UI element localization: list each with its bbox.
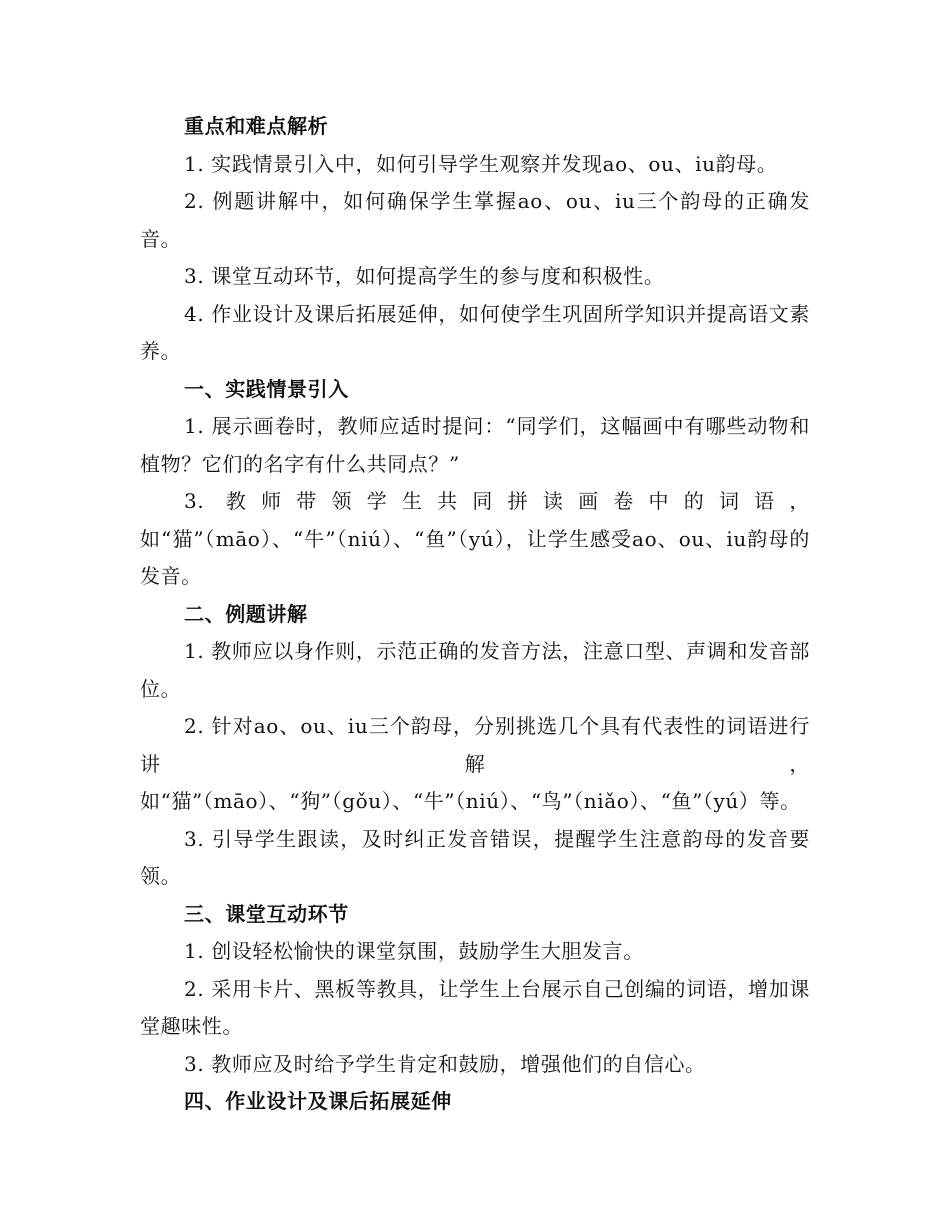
paragraph: 4. 作业设计及课后拓展延伸，如何使学生巩固所学知识并提高语文素养。 (140, 301, 810, 363)
paragraph: 1. 教师应以身作则，示范正确的发音方法，注意口型、声调和发音部位。 (140, 639, 810, 701)
paragraph: 3. 教师带领学生共同拼读画卷中的词语，如“猫”（māo）、“牛”（niú）、“鱼”（yú），让学生感受ao、ou、iu韵母的发音。 (140, 489, 810, 588)
paragraph: 2. 针对ao、ou、iu三个韵母，分别挑选几个具有代表性的词语进行讲解，如“猫”（māo）、“狗”（gǒu）、“牛”（niú）、“鸟”（niǎo）、“鱼”（yú）等。 (140, 714, 810, 813)
paragraph: 2. 采用卡片、黑板等教具，让学生上台展示自己创编的词语，增加课堂趣味性。 (140, 976, 810, 1038)
paragraph: 3. 课堂互动环节，如何提高学生的参与度和积极性。 (184, 264, 665, 288)
paragraph: 1. 创设轻松愉快的课堂氛围，鼓励学生大胆发言。 (184, 939, 644, 963)
paragraph: 2. 例题讲解中，如何确保学生掌握ao、ou、iu三个韵母的正确发音。 (140, 189, 810, 251)
paragraph: 1. 展示画卷时，教师应适时提问：“同学们，这幅画中有哪些动物和植物？它们的名字有什么共同点？” (140, 414, 810, 476)
paragraph: 3. 教师应及时给予学生肯定和鼓励，增强他们的自信心。 (184, 1051, 706, 1076)
heading-section-1: 一、实践情景引入 (184, 376, 349, 401)
heading-section-4: 四、作业设计及课后拓展延伸 (184, 1089, 452, 1113)
paragraph: 3. 引导学生跟读，及时纠正发音错误，提醒学生注意韵母的发音要领。 (140, 826, 810, 888)
heading-section-3: 三、课堂互动环节 (184, 901, 349, 926)
heading-key-points: 重点和难点解析 (184, 114, 329, 138)
heading-section-2: 二、例题讲解 (184, 601, 308, 626)
paragraph: 1. 实践情景引入中，如何引导学生观察并发现ao、ou、iu韵母。 (184, 151, 778, 176)
